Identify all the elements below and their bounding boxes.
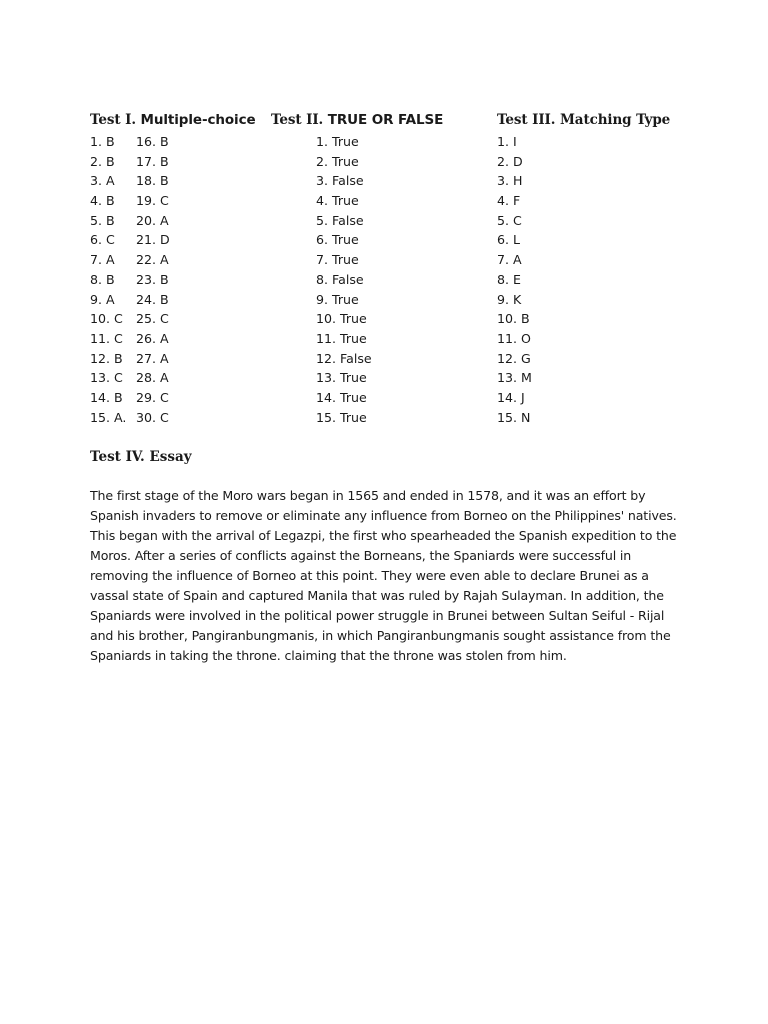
answer-item: 4. F bbox=[497, 193, 521, 209]
answer-item: 9. True bbox=[316, 291, 359, 307]
answer-item: 13. True bbox=[316, 370, 367, 386]
answer-item: 11. True bbox=[316, 330, 367, 346]
essay-line: Spaniards in taking the throne. claiming that the throne was stolen from him. bbox=[90, 648, 567, 663]
answer-item: 17. B bbox=[136, 153, 169, 169]
answer-item: 10. C bbox=[90, 311, 123, 327]
answer-item: 8. False bbox=[316, 271, 364, 287]
answer-item: 23. B bbox=[136, 271, 169, 287]
answer-item: 21. D bbox=[136, 232, 170, 248]
answer-item: 9. A bbox=[90, 291, 115, 307]
answer-item: 27. A bbox=[136, 350, 169, 366]
answer-item: 29. C bbox=[136, 389, 169, 405]
answer-item: 5. B bbox=[90, 212, 115, 228]
essay-line: vassal state of Spain and captured Manila that was ruled by Rajah Sulayman. In addition, the bbox=[90, 588, 664, 603]
answer-item: 12. G bbox=[497, 350, 531, 366]
answer-item: 14. True bbox=[316, 389, 367, 405]
answer-item: 4. B bbox=[90, 193, 115, 209]
answer-item: 15. N bbox=[497, 409, 531, 425]
answer-item: 12. B bbox=[90, 350, 123, 366]
answer-item: 6. True bbox=[316, 232, 359, 248]
answer-item: 1. True bbox=[316, 134, 359, 149]
answer-item: 20. A bbox=[136, 212, 169, 228]
answer-item: 9. K bbox=[497, 291, 522, 307]
essay-line: This began with the arrival of Legazpi, the first who spearheaded the Spanish expedition to the bbox=[90, 528, 677, 543]
answer-item: 26. A bbox=[136, 330, 169, 346]
test-1-heading-prefix: Test I. bbox=[90, 112, 136, 128]
essay-line: Spanish invaders to remove or eliminate any influence from Borneo on the Philippines' natives. bbox=[90, 508, 677, 523]
essay-line: and his brother, Pangiranbungmanis, in which Pangiranbungmanis sought assistance from the bbox=[90, 628, 671, 643]
answer-item: 14. J bbox=[497, 389, 525, 405]
answer-item: 5. False bbox=[316, 212, 364, 228]
answer-item: 28. A bbox=[136, 370, 169, 386]
test-2-answers bbox=[316, 132, 372, 427]
answer-item: 18. B bbox=[136, 173, 169, 189]
answer-item: 8. B bbox=[90, 271, 115, 287]
test-2-heading-prefix: Test II. bbox=[271, 112, 324, 128]
test-3-heading: Test III. Matching Type bbox=[497, 112, 671, 128]
answer-item: 10. B bbox=[497, 311, 530, 327]
answer-item: 7. True bbox=[316, 252, 359, 268]
answer-item: 4. True bbox=[316, 193, 359, 209]
essay-line: Spaniards were involved in the political power struggle in Brunei between Sultan Seiful - Rijal bbox=[90, 608, 665, 623]
test-1-answers-left bbox=[90, 132, 126, 427]
answer-item: 8. E bbox=[497, 271, 521, 287]
answer-item: 3. False bbox=[316, 173, 364, 189]
answer-item: 15. True bbox=[316, 409, 367, 425]
answer-item: 14. B bbox=[90, 389, 123, 405]
test-1-heading bbox=[90, 112, 256, 128]
essay-line: The first stage of the Moro wars began in 1565 and ended in 1578, and it was an effort by bbox=[90, 488, 646, 503]
test-1-answers-right bbox=[136, 132, 170, 427]
answer-item: 1. B bbox=[90, 134, 115, 149]
answer-item: 3. H bbox=[497, 173, 523, 189]
answer-item: 3. A bbox=[90, 173, 115, 189]
answer-item: 30. C bbox=[136, 409, 169, 425]
answer-item: 13. C bbox=[90, 370, 123, 386]
test-4-heading: Test IV. Essay bbox=[90, 449, 192, 465]
answer-item: 11. O bbox=[497, 330, 531, 346]
answer-item: 6. L bbox=[497, 232, 521, 248]
essay-paragraph bbox=[90, 486, 682, 666]
answer-item: 5. C bbox=[497, 212, 522, 228]
answer-item: 11. C bbox=[90, 330, 123, 346]
answer-item: 15. A. bbox=[90, 409, 127, 425]
answer-item: 2. D bbox=[497, 153, 523, 169]
answer-item: 6. C bbox=[90, 232, 115, 248]
test-3-answers bbox=[497, 132, 532, 427]
answer-item: 12. False bbox=[316, 350, 372, 366]
answer-item: 24. B bbox=[136, 291, 169, 307]
test-1-heading-rest: Multiple-choice bbox=[140, 112, 256, 128]
test-2-heading-rest: TRUE OR FALSE bbox=[327, 112, 444, 128]
answer-item: 2. True bbox=[316, 153, 359, 169]
answer-item: 16. B bbox=[136, 134, 169, 149]
answer-item: 10. True bbox=[316, 311, 367, 327]
essay-line: removing the influence of Borneo at this point. They were even able to declare Brunei as a bbox=[90, 568, 649, 583]
answer-item: 13. M bbox=[497, 370, 532, 386]
answer-item: 1. I bbox=[497, 134, 517, 149]
answer-item: 7. A bbox=[497, 252, 522, 268]
answer-item: 19. C bbox=[136, 193, 169, 209]
test-2-heading bbox=[271, 112, 443, 128]
answer-item: 25. C bbox=[136, 311, 169, 327]
answer-item: 22. A bbox=[136, 252, 169, 268]
essay-line: Moros. After a series of conflicts against the Borneans, the Spaniards were successful in bbox=[90, 548, 632, 563]
answer-item: 2. B bbox=[90, 153, 115, 169]
answer-item: 7. A bbox=[90, 252, 115, 268]
